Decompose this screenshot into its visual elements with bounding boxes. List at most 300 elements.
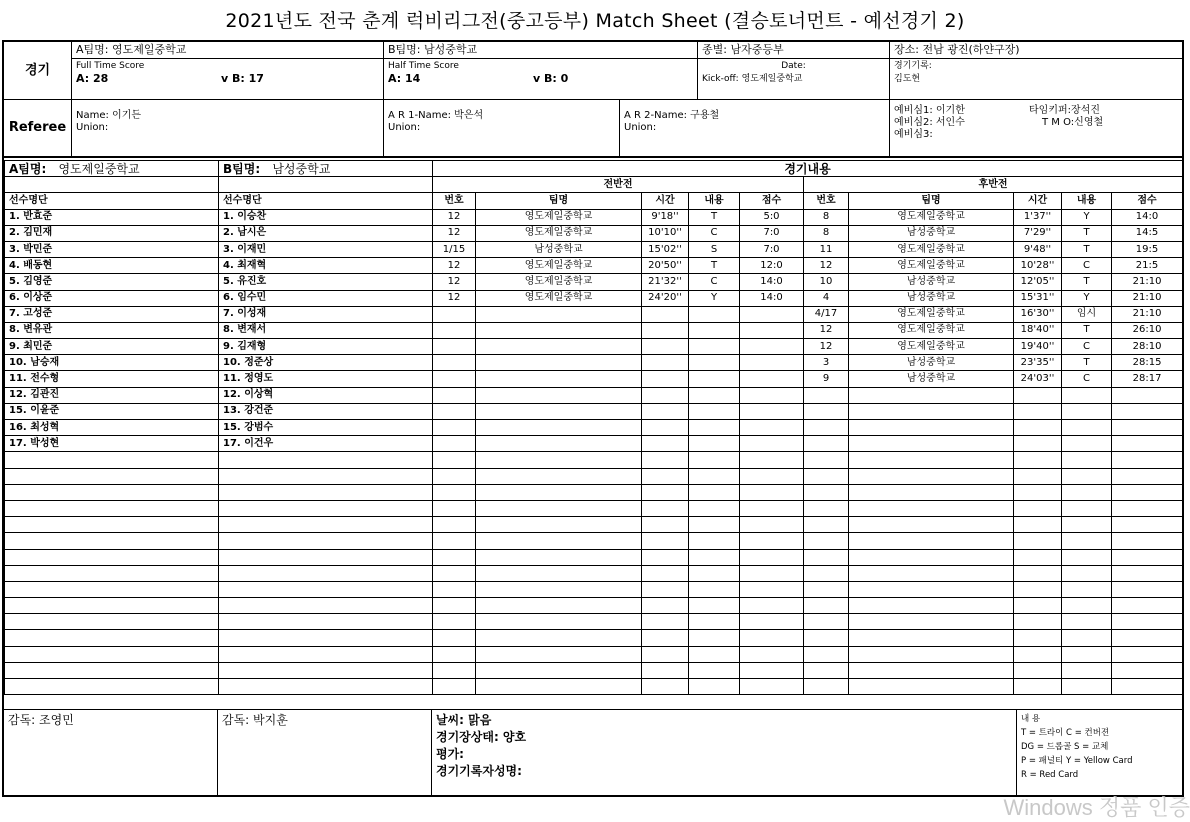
empty-cell — [740, 679, 804, 695]
recorder-signature: 경기기록자성명: — [436, 764, 522, 778]
empty-cell — [1112, 630, 1183, 646]
empty-cell — [433, 679, 476, 695]
b-team-label: B팀명: — [223, 161, 261, 176]
empty-cell — [476, 679, 642, 695]
empty-cell — [476, 339, 642, 355]
empty-cell — [5, 598, 219, 614]
empty-cell — [740, 452, 804, 468]
sheet-title: 2021년도 전국 춘계 럭비리그전(중고등부) Match Sheet (결승토너먼트 - 예선경기 2) — [225, 10, 965, 32]
empty-cell — [219, 581, 433, 597]
empty-cell — [804, 484, 849, 500]
a-team-value: 영도제일중학교 — [58, 161, 140, 176]
empty-cell — [804, 500, 849, 516]
empty-cell — [642, 306, 689, 322]
full-time-b: v B: 17 — [221, 72, 264, 85]
empty-cell — [689, 355, 740, 371]
ar2-union: Union: — [624, 122, 657, 133]
empty-cell — [642, 355, 689, 371]
empty-cell — [849, 436, 1014, 452]
second-half-cell: 11 — [804, 241, 849, 257]
team-a-player: 15. 이윤준 — [5, 403, 219, 419]
empty-cell — [1014, 517, 1062, 533]
empty-cell — [849, 565, 1014, 581]
second-half-cell: 21:5 — [1112, 258, 1183, 274]
empty-cell — [433, 484, 476, 500]
half-time-label: Half Time Score — [388, 61, 459, 71]
second-half-cell: T — [1062, 241, 1112, 257]
division-cell — [698, 42, 890, 99]
empty-cell — [1014, 468, 1062, 484]
team-b-player: 12. 이상혁 — [219, 387, 433, 403]
empty-cell — [1062, 614, 1112, 630]
empty-cell — [740, 630, 804, 646]
empty-cell — [219, 679, 433, 695]
empty-cell — [1014, 403, 1062, 419]
empty-cell — [1112, 403, 1183, 419]
empty-cell — [1112, 452, 1183, 468]
table-row — [5, 549, 1183, 565]
empty-cell — [642, 452, 689, 468]
empty-cell — [642, 468, 689, 484]
first-half-cell: 12:0 — [740, 258, 804, 274]
tmo: T M O:신영철 — [1042, 117, 1104, 128]
empty-cell — [1112, 565, 1183, 581]
empty-cell — [689, 452, 740, 468]
empty-cell — [476, 403, 642, 419]
first-half-label: 전반전 — [433, 177, 804, 193]
empty-cell — [1014, 484, 1062, 500]
referee-name: Name: 이기든 — [76, 110, 142, 121]
empty-cell — [433, 598, 476, 614]
empty-cell — [849, 420, 1014, 436]
empty-cell — [433, 306, 476, 322]
empty-cell — [1112, 468, 1183, 484]
empty-cell — [689, 614, 740, 630]
empty-cell — [476, 630, 642, 646]
first-half-cell: 남성중학교 — [476, 241, 642, 257]
empty-cell — [5, 662, 219, 678]
second-half-cell: 남성중학교 — [849, 290, 1014, 306]
table-row — [5, 468, 1183, 484]
empty-cell — [642, 420, 689, 436]
empty-cell — [219, 452, 433, 468]
empty-cell — [642, 371, 689, 387]
team-a-player: 11. 전수형 — [5, 371, 219, 387]
second-half-cell: 23'35'' — [1014, 355, 1062, 371]
footer — [4, 709, 1182, 796]
empty-cell — [1112, 614, 1183, 630]
empty-cell — [219, 614, 433, 630]
first-half-cell: T — [689, 258, 740, 274]
empty-cell — [1014, 387, 1062, 403]
empty-cell — [1062, 468, 1112, 484]
empty-cell — [689, 484, 740, 500]
team-header-row — [5, 161, 1183, 177]
second-half-cell: 8 — [804, 209, 849, 225]
empty-cell — [642, 339, 689, 355]
empty-cell — [1014, 549, 1062, 565]
second-half-cell: 14:0 — [1112, 209, 1183, 225]
empty-cell — [433, 371, 476, 387]
empty-cell — [1112, 581, 1183, 597]
roster-list-label-a: 선수명단 — [5, 193, 219, 209]
empty-cell — [642, 549, 689, 565]
second-half-cell: 영도제일중학교 — [849, 306, 1014, 322]
empty-cell — [1062, 484, 1112, 500]
empty-cell — [1062, 452, 1112, 468]
empty-cell — [1062, 646, 1112, 662]
team-b-player: 17. 이건우 — [219, 436, 433, 452]
column-header: 번호 — [433, 193, 476, 209]
coach-b: 감독: 박지훈 — [218, 710, 432, 796]
ar2-name: A R 2-Name: 구용철 — [624, 110, 720, 121]
ar1-cell — [384, 100, 620, 156]
empty-cell — [642, 322, 689, 338]
second-half-cell: T — [1062, 225, 1112, 241]
empty-cell — [689, 403, 740, 419]
second-half-cell: 12 — [804, 258, 849, 274]
empty-cell — [804, 517, 849, 533]
team-b-player: 10. 정준상 — [219, 355, 433, 371]
first-half-cell: 영도제일중학교 — [476, 258, 642, 274]
table-row — [5, 500, 1183, 516]
second-half-cell: 14:5 — [1112, 225, 1183, 241]
team-b-player: 7. 이성재 — [219, 306, 433, 322]
empty-cell — [689, 322, 740, 338]
empty-cell — [740, 598, 804, 614]
first-half-cell: 12 — [433, 258, 476, 274]
table-row — [5, 533, 1183, 549]
first-half-cell: Y — [689, 290, 740, 306]
empty-cell — [219, 565, 433, 581]
empty-cell — [804, 436, 849, 452]
empty-cell — [740, 403, 804, 419]
team-a-name: A팀명: 영도제일중학교 — [72, 42, 383, 59]
empty-cell — [689, 565, 740, 581]
empty-cell — [689, 662, 740, 678]
empty-cell — [476, 533, 642, 549]
first-half-cell: S — [689, 241, 740, 257]
empty-cell — [689, 387, 740, 403]
full-time-a: A: 28 — [76, 72, 109, 85]
first-half-cell: 20'50'' — [642, 258, 689, 274]
empty-cell — [433, 646, 476, 662]
second-half-cell: 영도제일중학교 — [849, 241, 1014, 257]
division: 종별: 남자중등부 — [698, 42, 889, 59]
empty-cell — [5, 468, 219, 484]
second-half-cell: C — [1062, 339, 1112, 355]
empty-cell — [1014, 436, 1062, 452]
empty-cell — [433, 339, 476, 355]
first-half-cell: 12 — [433, 209, 476, 225]
table-row — [5, 452, 1183, 468]
table-row — [5, 339, 1183, 355]
second-half-cell: 4/17 — [804, 306, 849, 322]
column-header: 점수 — [1112, 193, 1183, 209]
empty-cell — [219, 598, 433, 614]
team-a-player: 6. 이상준 — [5, 290, 219, 306]
team-a-player: 3. 박민준 — [5, 241, 219, 257]
first-half-cell: 21'32'' — [642, 274, 689, 290]
empty-cell — [642, 484, 689, 500]
weather: 날씨: 맑음 — [436, 713, 492, 727]
empty-cell — [433, 549, 476, 565]
referee-label: Referee — [4, 100, 72, 156]
empty-cell — [1062, 565, 1112, 581]
empty-cell — [219, 500, 433, 516]
first-half-cell: 12 — [433, 290, 476, 306]
team-b-player: 2. 남시은 — [219, 225, 433, 241]
half-time-b: v B: 0 — [533, 72, 569, 85]
empty-cell — [1112, 598, 1183, 614]
legend-line-2: DG = 드롭골 S = 교체 — [1021, 742, 1109, 752]
team-a-player: 7. 고성준 — [5, 306, 219, 322]
empty-cell — [476, 484, 642, 500]
referee-row — [4, 100, 1182, 158]
empty-cell — [476, 581, 642, 597]
first-half-cell: 12 — [433, 225, 476, 241]
column-header: 내용 — [689, 193, 740, 209]
recorder-label: 경기기록: — [894, 61, 932, 71]
team-b-name: B팀명: 남성중학교 — [384, 42, 697, 59]
empty-cell — [476, 614, 642, 630]
empty-cell — [5, 549, 219, 565]
empty-cell — [642, 614, 689, 630]
empty-cell — [849, 517, 1014, 533]
referee-cell — [72, 100, 384, 156]
table-row — [5, 662, 1183, 678]
empty-cell — [689, 549, 740, 565]
team-a-player: 4. 배동현 — [5, 258, 219, 274]
match-table — [4, 160, 1183, 695]
rating: 평가: — [436, 747, 464, 761]
empty-cell — [219, 517, 433, 533]
empty-cell — [642, 387, 689, 403]
second-half-cell: 8 — [804, 225, 849, 241]
empty-cell — [804, 403, 849, 419]
column-header: 점수 — [740, 193, 804, 209]
team-a-player: 12. 김관진 — [5, 387, 219, 403]
empty-cell — [476, 322, 642, 338]
empty-cell — [740, 565, 804, 581]
empty-cell — [1062, 533, 1112, 549]
empty-cell — [642, 662, 689, 678]
empty-cell — [849, 598, 1014, 614]
table-row — [5, 420, 1183, 436]
ar2-cell — [620, 100, 890, 156]
empty-cell — [5, 565, 219, 581]
first-half-cell: C — [689, 225, 740, 241]
team-a-player: 9. 최민준 — [5, 339, 219, 355]
first-half-cell: 15'02'' — [642, 241, 689, 257]
empty-cell — [804, 533, 849, 549]
empty-cell — [433, 403, 476, 419]
second-half-cell: 남성중학교 — [849, 274, 1014, 290]
first-half-cell: 영도제일중학교 — [476, 290, 642, 306]
team-b-score-cell — [384, 42, 698, 99]
empty-cell — [689, 371, 740, 387]
team-b-player: 15. 강범수 — [219, 420, 433, 436]
team-a-player: 16. 최성혁 — [5, 420, 219, 436]
empty-cell — [1112, 646, 1183, 662]
empty-cell — [642, 517, 689, 533]
empty-cell — [476, 549, 642, 565]
empty-cell — [689, 420, 740, 436]
second-half-cell: 영도제일중학교 — [849, 339, 1014, 355]
a-team-label: A팀명: — [9, 161, 47, 176]
empty-cell — [849, 646, 1014, 662]
second-half-cell: C — [1062, 258, 1112, 274]
empty-cell — [5, 484, 219, 500]
empty-cell — [1014, 500, 1062, 516]
empty-cell — [1062, 662, 1112, 678]
empty-cell — [5, 646, 219, 662]
empty-cell — [1062, 630, 1112, 646]
empty-cell — [689, 306, 740, 322]
empty-cell — [804, 630, 849, 646]
empty-cell — [642, 403, 689, 419]
table-row — [5, 290, 1183, 306]
second-half-cell: 15'31'' — [1014, 290, 1062, 306]
first-half-cell: 7:0 — [740, 241, 804, 257]
second-half-cell: 영도제일중학교 — [849, 209, 1014, 225]
second-half-cell: 24'03'' — [1014, 371, 1062, 387]
second-half-cell: C — [1062, 371, 1112, 387]
second-half-cell: 영도제일중학교 — [849, 258, 1014, 274]
empty-cell — [849, 614, 1014, 630]
empty-cell — [740, 662, 804, 678]
table-row — [5, 274, 1183, 290]
empty-cell — [433, 533, 476, 549]
empty-cell — [849, 468, 1014, 484]
empty-cell — [5, 517, 219, 533]
match-content-title: 경기내용 — [433, 161, 1183, 177]
second-half-cell: Y — [1062, 290, 1112, 306]
empty-cell — [1062, 420, 1112, 436]
empty-cell — [1014, 630, 1062, 646]
full-time-label: Full Time Score — [76, 61, 145, 71]
table-row — [5, 565, 1183, 581]
empty-cell — [476, 355, 642, 371]
kickoff: Kick-off: 영도제일중학교 — [702, 74, 803, 84]
second-half-cell: 9 — [804, 371, 849, 387]
second-half-cell: 10 — [804, 274, 849, 290]
empty-cell — [849, 403, 1014, 419]
first-half-cell: 14:0 — [740, 274, 804, 290]
second-half-cell: 4 — [804, 290, 849, 306]
table-row — [5, 598, 1183, 614]
first-half-cell: 7:0 — [740, 225, 804, 241]
officials-cell — [890, 100, 1182, 156]
second-half-cell: 7'29'' — [1014, 225, 1062, 241]
empty-cell — [476, 646, 642, 662]
match-sheet — [2, 40, 1184, 797]
ar1-union: Union: — [388, 122, 421, 133]
empty-cell — [433, 420, 476, 436]
empty-cell — [849, 533, 1014, 549]
second-half-cell: 28:10 — [1112, 339, 1183, 355]
empty-cell — [476, 371, 642, 387]
team-b-player: 1. 이승찬 — [219, 209, 433, 225]
empty-cell — [433, 436, 476, 452]
table-row — [5, 387, 1183, 403]
empty-cell — [804, 468, 849, 484]
second-half-cell: 12 — [804, 339, 849, 355]
empty-cell — [433, 614, 476, 630]
roster-team-a — [5, 161, 219, 177]
column-header: 시간 — [642, 193, 689, 209]
empty-cell — [740, 517, 804, 533]
empty-cell — [433, 452, 476, 468]
empty-cell — [433, 517, 476, 533]
empty-cell — [642, 565, 689, 581]
empty-cell — [476, 565, 642, 581]
empty-cell — [1014, 533, 1062, 549]
team-b-player: 5. 유진호 — [219, 274, 433, 290]
table-row — [5, 403, 1183, 419]
empty-cell — [433, 468, 476, 484]
empty-cell — [5, 452, 219, 468]
empty-cell — [740, 371, 804, 387]
second-half-cell: 21:10 — [1112, 290, 1183, 306]
empty-cell — [642, 630, 689, 646]
empty-cell — [1014, 679, 1062, 695]
empty-cell — [1062, 436, 1112, 452]
empty-cell — [5, 614, 219, 630]
second-half-cell: 21:10 — [1112, 306, 1183, 322]
empty-cell — [219, 177, 433, 193]
second-half-cell: 영도제일중학교 — [849, 322, 1014, 338]
half-header-row — [5, 177, 1183, 193]
empty-cell — [1062, 403, 1112, 419]
empty-cell — [219, 549, 433, 565]
column-header: 팀명 — [849, 193, 1014, 209]
team-b-player: 8. 변재서 — [219, 322, 433, 338]
second-half-cell: 28:17 — [1112, 371, 1183, 387]
empty-cell — [1062, 598, 1112, 614]
empty-cell — [219, 484, 433, 500]
table-row — [5, 322, 1183, 338]
empty-cell — [642, 679, 689, 695]
first-half-cell: 24'20'' — [642, 290, 689, 306]
team-b-player: 9. 김재형 — [219, 339, 433, 355]
empty-cell — [433, 355, 476, 371]
coach-a: 감독: 조영민 — [4, 710, 218, 796]
empty-cell — [5, 581, 219, 597]
empty-cell — [476, 306, 642, 322]
empty-cell — [740, 646, 804, 662]
empty-cell — [433, 662, 476, 678]
first-half-cell: 14:0 — [740, 290, 804, 306]
empty-cell — [1112, 500, 1183, 516]
first-half-cell: 10'10'' — [642, 225, 689, 241]
empty-cell — [740, 614, 804, 630]
second-half-cell: T — [1062, 322, 1112, 338]
timekeeper: 타임키퍼:장석진 — [1029, 105, 1100, 116]
empty-cell — [1112, 420, 1183, 436]
empty-cell — [740, 500, 804, 516]
column-header-row — [5, 193, 1183, 209]
empty-cell — [1014, 452, 1062, 468]
second-half-label: 후반전 — [804, 177, 1183, 193]
empty-cell — [849, 549, 1014, 565]
table-row — [5, 355, 1183, 371]
empty-cell — [689, 630, 740, 646]
venue: 장소: 전남 광진(하얀구장) — [890, 42, 1182, 59]
team-a-score-cell — [72, 42, 384, 99]
ar1-name: A R 1-Name: 박은석 — [388, 110, 484, 121]
team-b-player: 11. 정영도 — [219, 371, 433, 387]
